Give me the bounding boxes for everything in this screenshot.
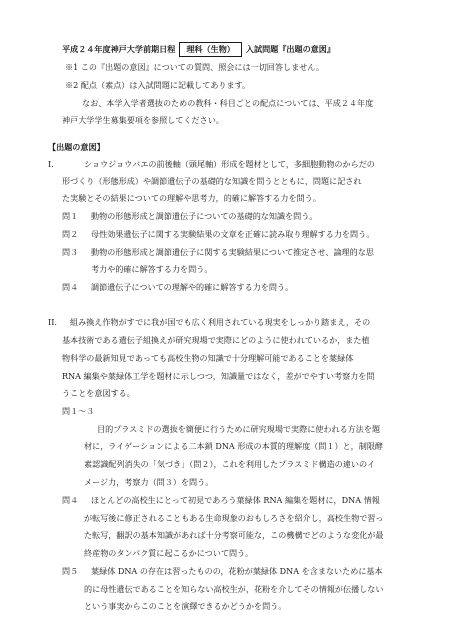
question-label: 問４	[62, 282, 79, 292]
question-text: 調節遺伝子についての理解や的確に解答する力を問う。	[91, 282, 294, 292]
subject-box: 理科（生物）	[179, 42, 242, 57]
part2-intro-line: RNA 編集や葉緑体工学を題材に示しつつ，知識量ではなく，差がでやすい考察力を問	[62, 371, 375, 381]
question-label: 問２	[62, 229, 79, 239]
question-text: 葉緑体 DNA の存在は習ったものの，花粉が葉緑体 DNA を含まないために基本	[91, 566, 383, 576]
question-text: 材に，ライゲーションによる二本鎖 DNA 形成の本質的理解度（問１）と，制限酵	[84, 441, 384, 451]
part2-numeral: II.	[48, 317, 57, 327]
question-text: 動物の形態形成と調節遺伝子についての基礎的な知識を問う。	[91, 211, 318, 221]
title-suffix: 入試問題『出題の意図』	[245, 44, 335, 54]
question-label: 問４	[62, 495, 79, 505]
part2-intro-line: 物科学の最新知見であっても高校生物の知識で十分理解可能であることを葉緑体	[62, 353, 354, 363]
question-text: 目的プラスミドの選抜を簡便に行うために研究現場で実際に使われる方法を題	[97, 424, 381, 434]
note-1: ※1 この『出題の意図』についての質問、照会には一切回答しません。	[65, 62, 324, 72]
question-text: 終産物のタンパク質に起こるかについて問う。	[84, 548, 254, 558]
question-text: 考力や的確に解答する力を問う。	[91, 264, 213, 274]
question-text: 母性効果遺伝子に関する実験結果の文章を正確に読み取り理解する力を問う。	[91, 229, 375, 239]
document-title	[62, 42, 335, 57]
section-heading: 【出題の意図】	[48, 142, 105, 152]
part2-intro-line: うことを意図する。	[62, 388, 135, 398]
note-2: ※2 配点（素点）は入試問題に記載してあります。	[65, 80, 251, 90]
question-label: 問３	[62, 247, 79, 257]
question-text: という事実からこのことを演繹できるかどうかを問う。	[84, 601, 287, 611]
question-text: ほとんどの高校生にとって初見であろう葉緑体 RNA 編集を題材に，DNA 情報	[91, 495, 380, 505]
question-text: 動物の形態形成と調節遺伝子に関する実験結果について推定させ、論理的な思	[91, 247, 374, 257]
note-3-cont: 神戸大学学生募集要項を参照してください。	[62, 115, 224, 125]
question-label: 問５	[62, 566, 79, 576]
part2-intro-line: 基本技術である遺伝子組換えが研究現場で実際にどのように使われているか，また植	[62, 335, 370, 345]
question-text: メージ力，考察力（問３）を問う。	[84, 477, 214, 487]
question-text: 素認識配列消失の「気づき」（問２），これを利用したプラスミド構造の違いのイ	[84, 459, 376, 469]
question-label: 問１～３	[62, 406, 95, 416]
part1-intro-line: ショウジョウバエの前後軸（頭尾軸）形成を題材として，多細胞動物のからだの	[84, 159, 375, 169]
question-text: た転写，翻訳の基本知識があれば十分考察可能な，この機構でどのような変化が最	[84, 530, 384, 540]
title-prefix: 平成２４年度神戸大学前期日程	[62, 44, 176, 54]
part1-numeral: Ⅰ.	[48, 159, 54, 169]
question-text: 的に母性遺伝であることを知らない高校生が，花粉を介してその情報が伝播しない	[84, 584, 384, 594]
question-label: 問１	[62, 211, 79, 221]
part1-intro-line: た実験とその結果についての理解や思考力，的確に解答する力を問う。	[62, 193, 321, 203]
question-text: が転写後に修正されることもある生命現象のおもしろさを紹介し，高校生物で習っ	[84, 513, 384, 523]
part1-intro-line: 形づくり（形態形成）や調節遺伝子の基礎的な知識を問うとともに，問題に記され	[62, 176, 362, 186]
part2-intro-line: 組み換え作物がすでに我が国でも広く利用されている現実をしっかり踏まえ，その	[70, 317, 371, 327]
note-3: なお、本学入学者選抜のための教科・科目ごとの配点については、平成２４年度	[82, 98, 374, 108]
